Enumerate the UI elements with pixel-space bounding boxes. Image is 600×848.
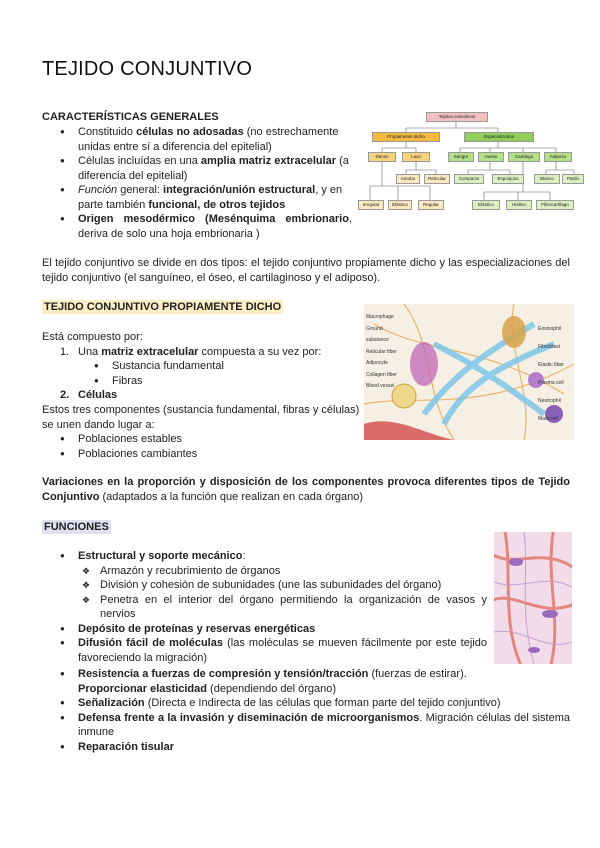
diagram-regular: Regular xyxy=(418,200,444,210)
list-item: ● Poblaciones estables xyxy=(42,432,362,447)
diagram-fibrocartilago: Fibrocartílago xyxy=(536,200,574,210)
list-item: ● Origen mesodérmico (Mesénquima embrionario, deriva de solo una hoja embrionaria ) xyxy=(42,212,352,241)
diagram-propiamente: Propiamente dicho xyxy=(372,132,440,142)
list-item: ● Constituido células no adosadas (no estrechamente unidas entre sí a diferencia del epitelial) xyxy=(42,125,352,154)
fibers-illustration xyxy=(494,532,572,664)
figure-right-labels xyxy=(538,320,574,428)
propiamente-heading: TEJIDO CONJUNTIVO PROPIAMENTE DICHO xyxy=(44,301,282,313)
diagram-especializados: Especializados xyxy=(464,132,534,142)
figure-label: Mast cell xyxy=(538,416,558,422)
figure-label: Adipocyte xyxy=(366,360,388,366)
list-item: ● Células incluídas en una amplia matriz extracelular (a diferencia del epitelial) xyxy=(42,154,352,183)
diagram-cartilago: Cartílago xyxy=(508,152,540,162)
figure-label: Ground substance xyxy=(366,325,389,343)
diagram-areolar: Areolar xyxy=(396,174,420,184)
figure-label: Plasma cell xyxy=(538,380,564,386)
diagram-denso: Denso xyxy=(368,152,396,162)
list-item: ● Defensa frente a la invasión y diseminación de microorganismos. Migración células del sistema inmune xyxy=(42,711,570,740)
diagram-sangre: Sangre xyxy=(448,152,474,162)
figure-label: Blood vessel xyxy=(366,383,395,389)
list-item: ❖ Armazón y recubrimiento de órganos xyxy=(42,564,487,579)
figure-left-labels xyxy=(366,312,406,393)
list-item: ● Resistencia a fuerzas de compresión y tensión/tracción (fuerzas de estirar). Proporcionar elasticidad (dependiendo del órgano) xyxy=(42,667,570,696)
list-item: ● Fibras xyxy=(42,374,362,389)
matrix-sublist xyxy=(42,359,362,388)
populations-list xyxy=(42,432,362,461)
list-item: ● Depósito de proteínas y reservas energéticas xyxy=(42,622,487,637)
figure-label: Macrophage xyxy=(366,314,394,320)
characteristics-list xyxy=(42,125,352,241)
functions-heading: FUNCIONES xyxy=(44,521,109,533)
diagram-esponjoso: Esponjoso xyxy=(492,174,524,184)
list-item: ● Difusión fácil de moléculas (las moléculas se mueven fácilmente por este tejido favoreciendo la migración) xyxy=(42,636,487,665)
diagram-hueso: Hueso xyxy=(478,152,504,162)
figure-label: Elastic fiber xyxy=(538,362,564,368)
figure-label: Eosinophil xyxy=(538,326,562,332)
connective-tissue-figure xyxy=(364,304,574,440)
list-item: 1. Una matriz extracelular compuesta a su vez por: xyxy=(60,346,322,358)
diagram-elastico-cart: Elástico xyxy=(472,200,500,210)
list-item: ● Sustancia fundamental xyxy=(42,359,362,374)
figure-label: Neutrophil xyxy=(538,398,561,404)
list-item: ● Señalización (Directa e Indirecta de las células que forman parte del tejido conjuntivo) xyxy=(42,696,570,711)
components-list-2 xyxy=(42,388,362,403)
diagram-root: Tejidos conectivos xyxy=(426,112,488,122)
fibers-figure xyxy=(494,532,572,664)
diagram-pardo: Pardo xyxy=(562,174,584,184)
figure-label: Reticular fiber xyxy=(366,348,397,355)
composed-label: Está compuesto por: xyxy=(42,331,143,343)
functions-list-2 xyxy=(42,667,570,754)
list-item: ● Estructural y soporte mecánico: ❖ Armazón y recubrimiento de órganos ❖ División y cohesión de subunidades (une las subunidades del órgano) ❖ Penetra en el interior del órgano permitiendo la organización de vasos y nervios xyxy=(42,549,487,622)
classification-diagram xyxy=(362,108,579,218)
functions-list xyxy=(42,549,487,665)
list-item: ● Reparación tisular xyxy=(42,740,570,755)
diagram-elastico: Elástico xyxy=(388,200,412,210)
list-item: ❖ División y cohesión de subunidades (une las subunidades del órgano) xyxy=(42,578,487,593)
diagram-hialino: Hialino xyxy=(506,200,532,210)
diagram-blanco: Blanco xyxy=(534,174,560,184)
diagram-adiposo: Adiposo xyxy=(544,152,572,162)
variation-paragraph: Variaciones en la proporción y disposición de los componentes provoca diferentes tipos de Tejido Conjuntivo (adaptados a la función que realizan en cada órgano) xyxy=(42,476,570,503)
diagram-laxo: Laxo xyxy=(402,152,430,162)
intro-paragraph: El tejido conjuntivo se divide en dos tipos: el tejido conjuntivo propiamente dicho y las especializaciones del tejido conjuntivo (el sanguíneo, el óseo, el cartilaginoso y el adiposo). xyxy=(42,257,570,284)
list-item: ● Función general: integración/unión estructural, y en parte también funcional, de otros tejidos xyxy=(42,183,352,212)
components-list xyxy=(42,345,362,360)
characteristics-heading: CARACTERÍSTICAS GENERALES xyxy=(42,111,219,123)
list-item: ❖ Penetra en el interior del órgano permitiendo la organización de vasos y nervios xyxy=(42,593,487,622)
page-title: TEJIDO CONJUNTIVO xyxy=(42,58,253,80)
diagram-irregular: Irregular xyxy=(358,200,384,210)
figure-label: Fibroblast xyxy=(538,344,560,350)
combine-paragraph: Estos tres componentes (sustancia fundamental, fibras y células) se unen dando lugar a: xyxy=(42,404,360,431)
figure-label: Collagen fiber xyxy=(366,371,397,378)
list-item: ● Poblaciones cambiantes xyxy=(42,447,362,462)
diagram-compacto: Compacto xyxy=(454,174,484,184)
diagram-reticular: Reticular xyxy=(424,174,450,184)
list-item: 2. Células xyxy=(60,389,118,401)
